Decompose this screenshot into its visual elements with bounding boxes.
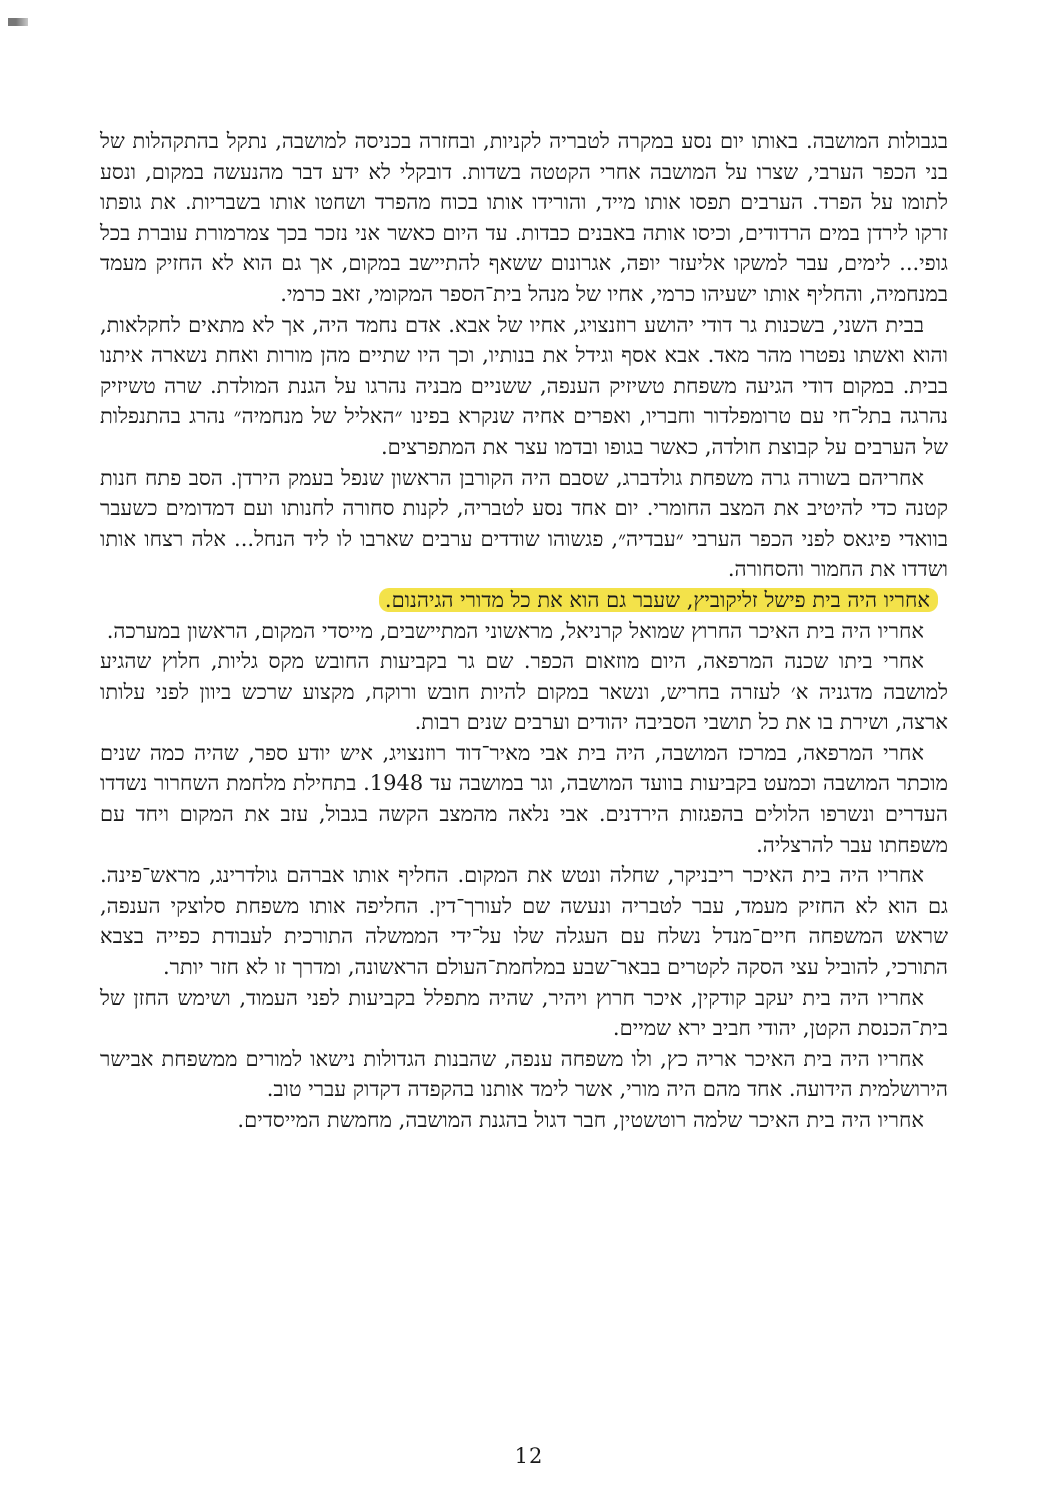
paragraph: אחריהם בשורה גרה משפחת גולדברג, שסבם היה הקורבן הראשון שנפל בעמק הירדן. הסב פתח חנות קטנה כדי להיטיב את המצב החומרי. יום אחד נסע לטבריה, לקנות סחורה לחנותו ועם דמדומים כשעבר בוואדי פיגאס לפני הכפר הערבי ״עבדיה״, פגשוהו שודדים ערבים שארבו לו ליד הנחל... אלה רצחו אותו ושדדו את החמור והסחורה.	[100, 465, 948, 582]
paragraph: אחרי המרפאה, במרכז המושבה, היה בית אבי מאיר־דוד רוזנצויג, איש יודע ספר, שהיה כמה שנים מוכתר המושבה וכמעט בקביעות בוועד המושבה, וגר במושבה עד 1948. בתחילת מלחמת השחרור נשדדו העדרים ונשרפו הלולים בהפגזות הירדנים. אבי נלאה מהמצב הקשה בגבול, עזב את המקום ויחד עם משפחתו עבר להרצליה.	[100, 740, 948, 857]
paragraph: אחריו היה בית האיכר החרוץ שמואל קרניאל, מראשוני המתיישבים, מייסדי המקום, הראשון במערכה.	[106, 618, 924, 643]
paragraph: אחריו היה בית האיכר ריבניקר, שחלה ונטש את המקום. החליף אותו אברהם גולדרינג, מראש־פינה. גם הוא לא החזיק מעמד, עבר לטבריה ונעשה שם לעורך־דין. החליפה אותו משפחת סלוצקי הענפה, שראש המשפחה חיים־מנדל נשלח עם העגלה שלו על־ידי הממשלה התורכית לעבודת כפייה בצבא התורכי, להוביל עצי הסקה לקטרים בבאר־שבע במלחמת־העולם הראשונה, ומדרך זו לא חזר יותר.	[100, 863, 948, 980]
highlighted-paragraph-wrapper	[100, 585, 948, 616]
paragraph: אחרי ביתו שכנה המרפאה, היום מוזאום הכפר. שם גר בקביעות החובש מקס גליות, חלוץ שהגיע למושבה מדגניה א׳ לעזרה בחריש, ונשאר במקום להיות חובש ורוקח, מקצוע שרכש ביוון לפני עלותו ארצה, ושירת בו את כל תושבי הסביבה יהודים וערבים שנים רבות.	[100, 649, 948, 735]
scan-edge-mark	[8, 18, 28, 26]
highlighted-paragraph: אחריו היה בית פישל זליקוביץ, שעבר גם הוא את כל מדורי הגיהנום.	[379, 588, 938, 612]
paragraph: אחריו היה בית האיכר אריה כץ, ולו משפחה ענפה, שהבנות הגדולות נישאו למורים ממשפחת אבישר הירושלמית הידועה. אחד מהם היה מורי, אשר לימד אותנו בהקפדה דקדוק עברי טוב.	[100, 1046, 948, 1102]
page-number: 12	[514, 1444, 544, 1468]
paragraph: אחריו היה בית יעקב קודקין, איכר חרוץ ויהיר, שהיה מתפלל בקביעות לפני העמוד, ושימש החזן של בית־הכנסת הקטן, יהודי חביב ירא שמיים.	[100, 985, 948, 1041]
paragraph: אחריו היה בית האיכר שלמה רוטשטין, חבר דגול בהגנת המושבה, מחמשת המייסדים.	[237, 1108, 924, 1132]
document-body	[100, 126, 948, 1136]
paragraph: בגבולות המושבה. באותו יום נסע במקרה לטבריה לקניות, ובחזרה בכניסה למושבה, נתקל בהתקהלות של בני הכפר הערבי, שצרו על המושבה אחרי הקטטה בשדות. דובקלי לא ידע דבר מהנעשה במקום, ונסע לתומו על הפרד. הערבים תפסו אותו מייד, והורידו אותו בכוח מהפרד ושחטו אותו בשבריות. את גופתו זרקו לירדן במים הרדודים, וכיסו אותה באבנים כבדות. עד היום כאשר אני נזכר בכך צמרמורת עוברת בכל גופי... לימים, עבר למשקו אליעזר יופה, אגרונום ששאף להתיישב במקום, אך גם הוא לא החזיק מעמד במנחמיה, והחליף אותו ישעיהו כרמי, אחיו של מנהל בית־הספר המקומי, זאב כרמי.	[100, 129, 948, 306]
paragraph: בבית השני, בשכנות גר דודי יהושע רוזנצויג, אחיו של אבא. אדם נחמד היה, אך לא מתאים לחקלאות, והוא ואשתו נפטרו מהר מאד. אבא אסף וגידל את בנותיו, וכך היו שתיים מהן מורות ואחת נשארה איתנו בבית. במקום דודי הגיעה משפחת טשיזיק הענפה, ששניים מבניה נהרגו על הגנת המולדת. שרה טשיזיק נהרגה בתל־חי עם טרומפלדור וחבריו, ואפרים אחיה שנקרא בפינו ״האליל של מנחמיה״ נהרג בהתנפלות של הערבים על קבוצת חולדה, כאשר בגופו ובדמו עצר את המתפרצים.	[100, 312, 948, 459]
